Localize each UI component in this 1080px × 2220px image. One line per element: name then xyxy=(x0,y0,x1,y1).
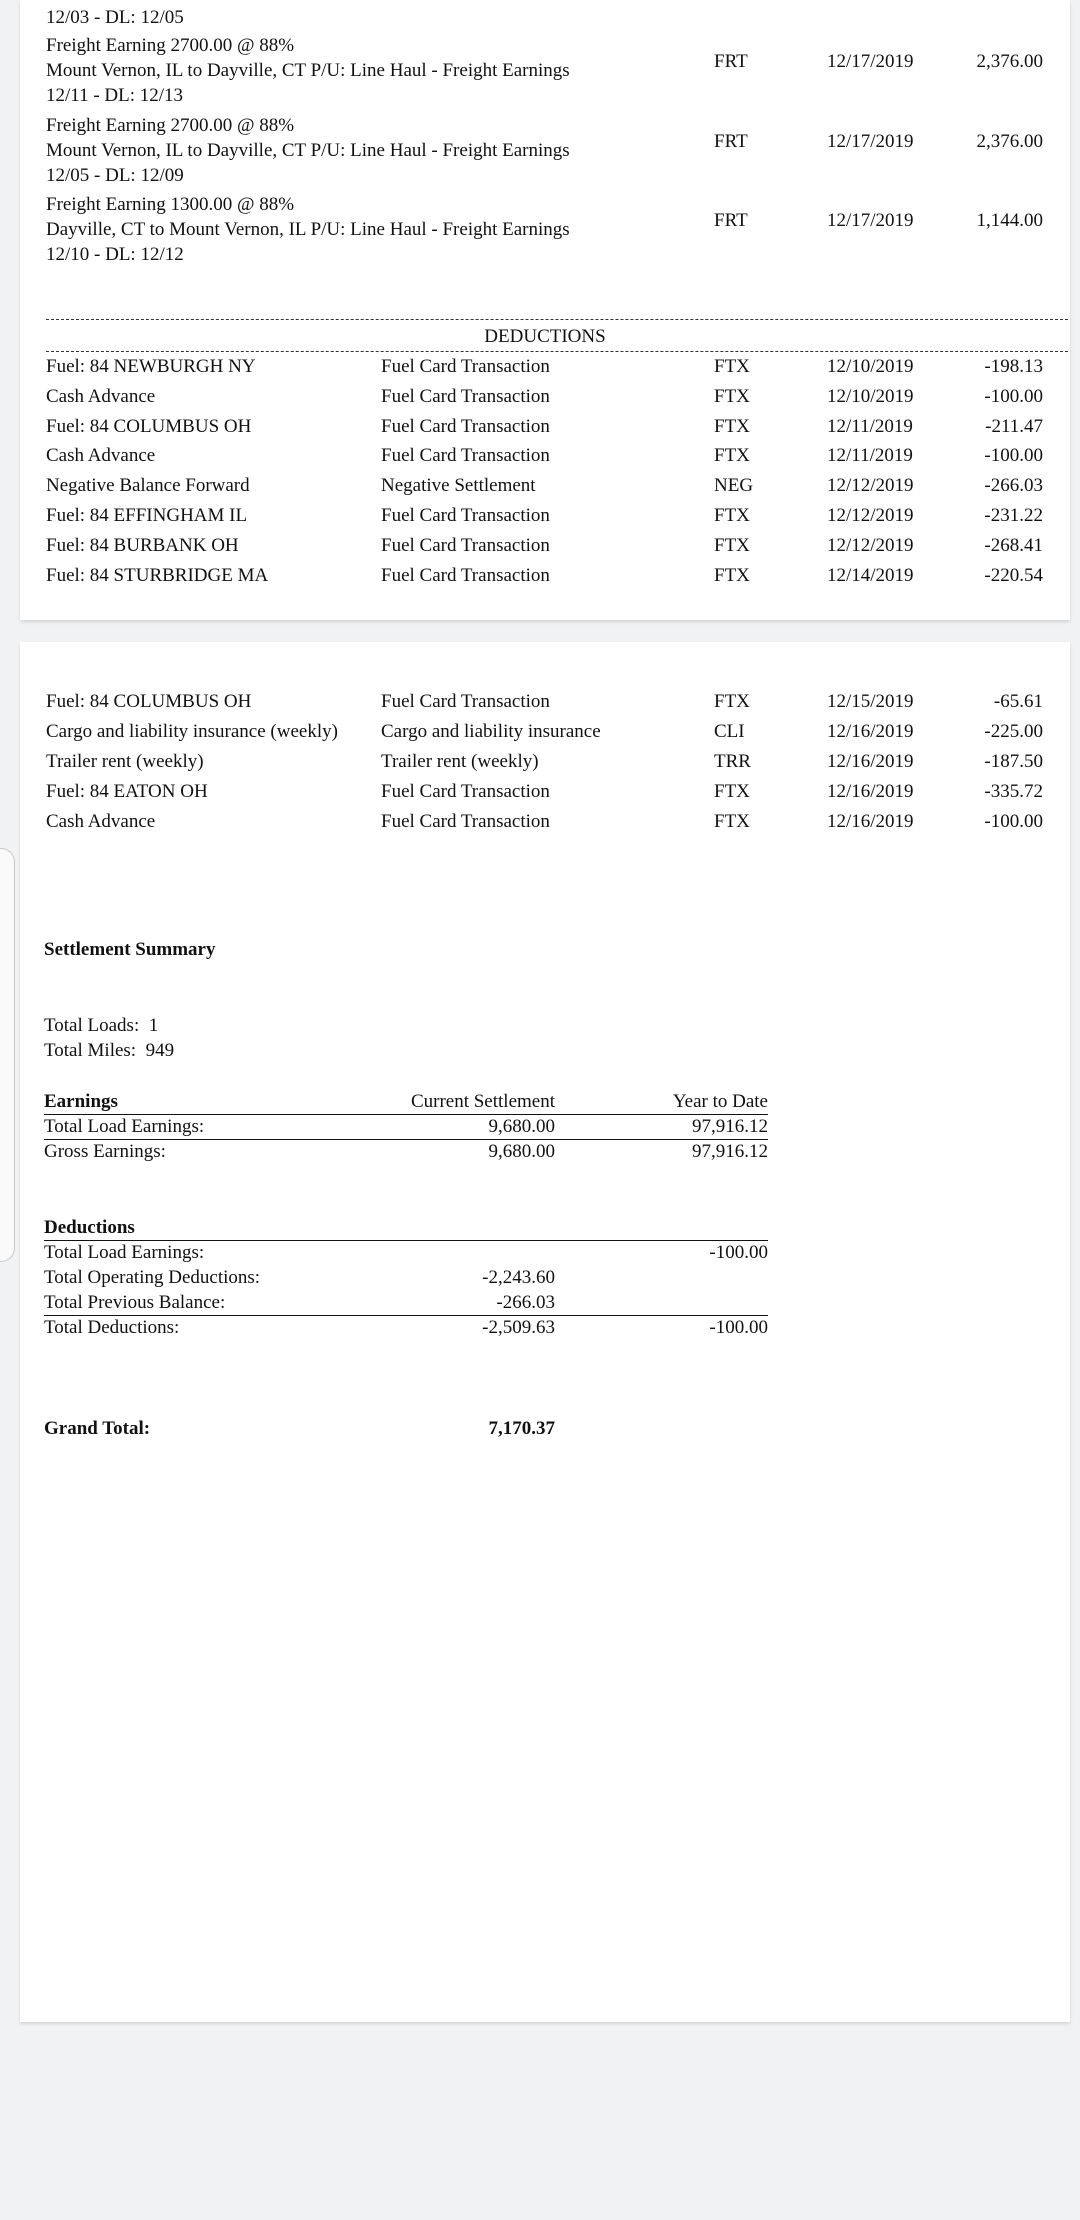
deduction-type: Fuel Card Transaction xyxy=(381,565,550,586)
deduction-description: Cargo and liability insurance (weekly) xyxy=(46,721,338,742)
deduction-code: FTX xyxy=(714,356,750,377)
deduction-row xyxy=(20,531,1070,561)
deduction-description: Trailer rent (weekly) xyxy=(46,751,204,772)
deduction-type: Trailer rent (weekly) xyxy=(381,751,539,772)
deduction-date: 12/12/2019 xyxy=(827,505,914,526)
summary-deductions-heading: Deductions xyxy=(44,1217,135,1238)
total-loads-label: Total Loads: xyxy=(44,1015,140,1036)
deduction-type: Fuel Card Transaction xyxy=(381,691,550,712)
deduction-code: FTX xyxy=(714,505,750,526)
freight-line3: 12/10 - DL: 12/12 xyxy=(46,244,184,265)
freight-amount: 2,376.00 xyxy=(976,51,1043,72)
freight-code: FRT xyxy=(714,210,748,231)
deduction-description: Fuel: 84 COLUMBUS OH xyxy=(46,416,252,437)
freight-code: FRT xyxy=(714,51,748,72)
deduction-amount: -335.72 xyxy=(984,781,1043,802)
deduction-row xyxy=(20,352,1070,382)
deduction-code: FTX xyxy=(714,535,750,556)
deduction-code: FTX xyxy=(714,691,750,712)
deduction-row xyxy=(20,501,1070,531)
gross-earnings-ytd: 97,916.12 xyxy=(692,1141,768,1162)
deduction-type: Fuel Card Transaction xyxy=(381,781,550,802)
deduction-code: FTX xyxy=(714,386,750,407)
deduction-type: Fuel Card Transaction xyxy=(381,811,550,832)
freight-line1: Freight Earning 1300.00 @ 88% xyxy=(46,194,295,215)
deduction-date: 12/10/2019 xyxy=(827,386,914,407)
deductions-total-load-label: Total Load Earnings: xyxy=(44,1242,205,1263)
deduction-date: 12/15/2019 xyxy=(827,691,914,712)
earnings-total-load-label: Total Load Earnings: xyxy=(44,1116,205,1137)
total-miles-value: 949 xyxy=(145,1040,175,1061)
deduction-date: 12/12/2019 xyxy=(827,475,914,496)
gross-earnings-label: Gross Earnings: xyxy=(44,1141,166,1162)
deduction-type: Fuel Card Transaction xyxy=(381,416,550,437)
deduction-amount: -220.54 xyxy=(984,565,1043,586)
settlement-page-2 xyxy=(20,642,1070,2022)
deduction-type: Fuel Card Transaction xyxy=(381,356,550,377)
deduction-type: Fuel Card Transaction xyxy=(381,445,550,466)
deduction-amount: -65.61 xyxy=(993,691,1043,712)
freight-line2: Dayville, CT to Mount Vernon, IL P/U: Line Haul - Freight Earnings xyxy=(46,219,570,240)
deduction-description: Fuel: 84 COLUMBUS OH xyxy=(46,691,252,712)
deduction-description: Negative Balance Forward xyxy=(46,475,250,496)
earnings-col-ytd: Year to Date xyxy=(672,1091,768,1112)
deduction-amount: -268.41 xyxy=(984,535,1043,556)
total-miles-label: Total Miles: xyxy=(44,1040,137,1061)
deduction-row xyxy=(20,777,1070,807)
total-loads-value: 1 xyxy=(148,1015,159,1036)
deduction-description: Fuel: 84 BURBANK OH xyxy=(46,535,239,556)
freight-line3: 12/05 - DL: 12/09 xyxy=(46,165,184,186)
grand-total-label: Grand Total: xyxy=(44,1418,151,1439)
deduction-code: CLI xyxy=(714,721,745,742)
deduction-code: FTX xyxy=(714,781,750,802)
operating-deductions-label: Total Operating Deductions: xyxy=(44,1267,261,1288)
deduction-type: Fuel Card Transaction xyxy=(381,505,550,526)
total-deductions-ytd: -100.00 xyxy=(709,1317,768,1338)
deduction-code: NEG xyxy=(714,475,754,496)
freight-row xyxy=(20,33,1070,113)
earnings-total-load-ytd: 97,916.12 xyxy=(692,1116,768,1137)
deduction-type: Negative Settlement xyxy=(381,475,536,496)
deduction-date: 12/10/2019 xyxy=(827,356,914,377)
freight-line1: Freight Earning 2700.00 @ 88% xyxy=(46,115,295,136)
deduction-date: 12/14/2019 xyxy=(827,565,914,586)
deduction-date: 12/16/2019 xyxy=(827,721,914,742)
deduction-code: FTX xyxy=(714,811,750,832)
deduction-row xyxy=(20,382,1070,412)
deduction-amount: -198.13 xyxy=(984,356,1043,377)
total-deductions-label: Total Deductions: xyxy=(44,1317,180,1338)
previous-balance-label: Total Previous Balance: xyxy=(44,1292,226,1313)
freight-amount: 1,144.00 xyxy=(976,210,1043,231)
freight-amount: 2,376.00 xyxy=(976,131,1043,152)
deduction-row xyxy=(20,687,1070,717)
deduction-description: Cash Advance xyxy=(46,386,156,407)
deduction-row xyxy=(20,561,1070,591)
freight-row xyxy=(20,192,1070,272)
deduction-date: 12/11/2019 xyxy=(827,445,913,466)
operating-deductions-current: -2,243.60 xyxy=(482,1267,555,1288)
gross-earnings-current: 9,680.00 xyxy=(488,1141,555,1162)
deduction-date: 12/16/2019 xyxy=(827,781,914,802)
deduction-row xyxy=(20,471,1070,501)
deduction-amount: -187.50 xyxy=(984,751,1043,772)
total-miles xyxy=(44,1038,174,1063)
deduction-date: 12/12/2019 xyxy=(827,535,914,556)
deduction-type: Fuel Card Transaction xyxy=(381,386,550,407)
earnings-total-load-current: 9,680.00 xyxy=(488,1116,555,1137)
deduction-row xyxy=(20,807,1070,837)
deduction-date: 12/16/2019 xyxy=(827,751,914,772)
freight-date: 12/17/2019 xyxy=(827,210,914,231)
deduction-amount: -211.47 xyxy=(985,416,1043,437)
settlement-page-1 xyxy=(20,0,1070,620)
deduction-date: 12/16/2019 xyxy=(827,811,914,832)
freight-row xyxy=(20,113,1070,193)
earnings-heading: Earnings xyxy=(44,1091,118,1112)
deduction-code: FTX xyxy=(714,445,750,466)
total-deductions-current: -2,509.63 xyxy=(482,1317,555,1338)
freight-line2: Mount Vernon, IL to Dayville, CT P/U: Line Haul - Freight Earnings xyxy=(46,60,570,81)
deduction-description: Fuel: 84 EFFINGHAM IL xyxy=(46,505,248,526)
deduction-amount: -231.22 xyxy=(984,505,1043,526)
deduction-row xyxy=(20,441,1070,471)
previous-balance-current: -266.03 xyxy=(496,1292,555,1313)
deduction-amount: -266.03 xyxy=(984,475,1043,496)
freight-line3: 12/11 - DL: 12/13 xyxy=(46,85,184,106)
deduction-row xyxy=(20,747,1070,777)
freight-line2: Mount Vernon, IL to Dayville, CT P/U: Line Haul - Freight Earnings xyxy=(46,140,570,161)
summary-title: Settlement Summary xyxy=(44,939,216,960)
grand-total-value: 7,170.37 xyxy=(488,1418,555,1439)
deduction-code: FTX xyxy=(714,565,750,586)
deduction-type: Fuel Card Transaction xyxy=(381,535,550,556)
deduction-amount: -100.00 xyxy=(984,445,1043,466)
deductions-heading: DEDUCTIONS xyxy=(484,326,606,347)
freight-date: 12/17/2019 xyxy=(827,131,914,152)
deduction-row xyxy=(20,412,1070,442)
deduction-code: TRR xyxy=(714,751,751,772)
side-drawer-handle[interactable] xyxy=(0,848,15,1262)
deduction-code: FTX xyxy=(714,416,750,437)
deduction-amount: -100.00 xyxy=(984,811,1043,832)
freight-line1: Freight Earning 2700.00 @ 88% xyxy=(46,35,295,56)
deduction-amount: -100.00 xyxy=(984,386,1043,407)
deduction-type: Cargo and liability insurance xyxy=(381,721,601,742)
deduction-amount: -225.00 xyxy=(984,721,1043,742)
deduction-description: Cash Advance xyxy=(46,445,156,466)
deduction-date: 12/11/2019 xyxy=(827,416,913,437)
deduction-description: Fuel: 84 EATON OH xyxy=(46,781,208,802)
deduction-description: Fuel: 84 NEWBURGH NY xyxy=(46,356,256,377)
deduction-description: Cash Advance xyxy=(46,811,156,832)
divider xyxy=(46,319,1068,320)
earnings-col-current: Current Settlement xyxy=(410,1091,555,1112)
deduction-row xyxy=(20,717,1070,747)
freight-date: 12/17/2019 xyxy=(827,51,914,72)
deductions-total-load-ytd: -100.00 xyxy=(709,1242,768,1263)
freight-partial-line: 12/03 - DL: 12/05 xyxy=(46,7,184,28)
deduction-description: Fuel: 84 STURBRIDGE MA xyxy=(46,565,269,586)
total-loads xyxy=(44,1013,158,1038)
freight-code: FRT xyxy=(714,131,748,152)
